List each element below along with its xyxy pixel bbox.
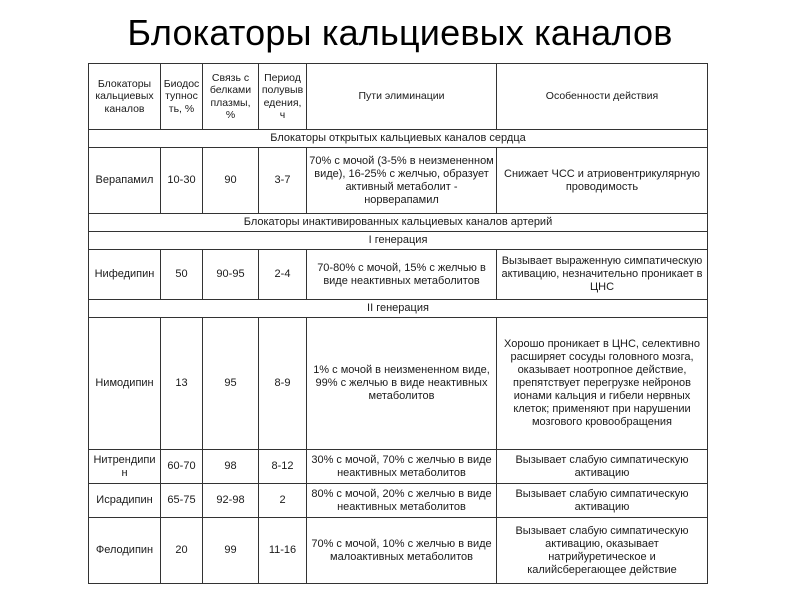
features-text: Вызывает слабую симпатическую активацию xyxy=(497,484,708,518)
table-header-row xyxy=(89,64,708,130)
bioavailability-value: 10-30 xyxy=(161,148,203,214)
section-generation-1: I генерация xyxy=(89,232,708,250)
drug-name: Исрадипин xyxy=(89,484,161,518)
header-elimination: Пути элиминации xyxy=(307,64,497,130)
table-row xyxy=(89,450,708,484)
calcium-channel-blockers-table xyxy=(88,63,708,584)
bioavailability-value: 13 xyxy=(161,318,203,450)
half-life-value: 2 xyxy=(259,484,307,518)
features-text: Вызывает слабую симпатическую активацию, оказывает натрийуретическое и калийсберегающее действие xyxy=(497,518,708,584)
bioavailability-value: 20 xyxy=(161,518,203,584)
elimination-text: 70% с мочой, 10% с желчью в виде малоактивных метаболитов xyxy=(307,518,497,584)
table-row xyxy=(89,148,708,214)
header-features: Особенности действия xyxy=(497,64,708,130)
section-heart-channels: Блокаторы открытых кальциевых каналов сердца xyxy=(89,130,708,148)
half-life-value: 11-16 xyxy=(259,518,307,584)
section-generation-2: II генерация xyxy=(89,300,708,318)
elimination-text: 30% с мочой, 70% с желчью в виде неактивных метаболитов xyxy=(307,450,497,484)
features-text: Хорошо проникает в ЦНС, селективно расширяет сосуды головного мозга, оказывает ноотропное действие, препятствует перегрузке нейронов ионами кальция и гибели нервных клеток; применяют при нарушении мозгового кровообращения xyxy=(497,318,708,450)
features-text: Вызывает выраженную симпатическую активацию, незначительно проникает в ЦНС xyxy=(497,250,708,300)
half-life-value: 8-9 xyxy=(259,318,307,450)
drug-name: Фелодипин xyxy=(89,518,161,584)
protein-binding-value: 95 xyxy=(203,318,259,450)
protein-binding-value: 90 xyxy=(203,148,259,214)
protein-binding-value: 98 xyxy=(203,450,259,484)
half-life-value: 3-7 xyxy=(259,148,307,214)
protein-binding-value: 92-98 xyxy=(203,484,259,518)
elimination-text: 1% с мочой в неизмененном виде, 99% с желчью в виде неактивных метаболитов xyxy=(307,318,497,450)
features-text: Вызывает слабую симпатическую активацию xyxy=(497,450,708,484)
drug-name: Нифедипин xyxy=(89,250,161,300)
elimination-text: 80% с мочой, 20% с желчью в виде неактивных метаболитов xyxy=(307,484,497,518)
table-row xyxy=(89,518,708,584)
header-half-life: Период полувыведения, ч xyxy=(259,64,307,130)
half-life-value: 2-4 xyxy=(259,250,307,300)
section-artery-channels: Блокаторы инактивированных кальциевых каналов артерий xyxy=(89,214,708,232)
page-title: Блокаторы кальциевых каналов xyxy=(127,12,673,53)
drug-name: Нимодипин xyxy=(89,318,161,450)
table-row xyxy=(89,484,708,518)
protein-binding-value: 90-95 xyxy=(203,250,259,300)
features-text: Снижает ЧСС и атриовентрикулярную проводимость xyxy=(497,148,708,214)
header-protein-binding: Связь с белками плазмы, % xyxy=(203,64,259,130)
bioavailability-value: 60-70 xyxy=(161,450,203,484)
table-row xyxy=(89,318,708,450)
elimination-text: 70-80% с мочой, 15% с желчью в виде неактивных метаболитов xyxy=(307,250,497,300)
bioavailability-value: 65-75 xyxy=(161,484,203,518)
drug-name: Верапамил xyxy=(89,148,161,214)
header-drug-class: Блокаторы кальциевых каналов xyxy=(89,64,161,130)
bioavailability-value: 50 xyxy=(161,250,203,300)
drug-name: Нитрендипин xyxy=(89,450,161,484)
table-row xyxy=(89,250,708,300)
header-bioavailability: Биодоступность, % xyxy=(161,64,203,130)
elimination-text: 70% с мочой (3-5% в неизмененном виде), 16-25% с желчью, образует активный метаболит - норверапамил xyxy=(307,148,497,214)
half-life-value: 8-12 xyxy=(259,450,307,484)
protein-binding-value: 99 xyxy=(203,518,259,584)
